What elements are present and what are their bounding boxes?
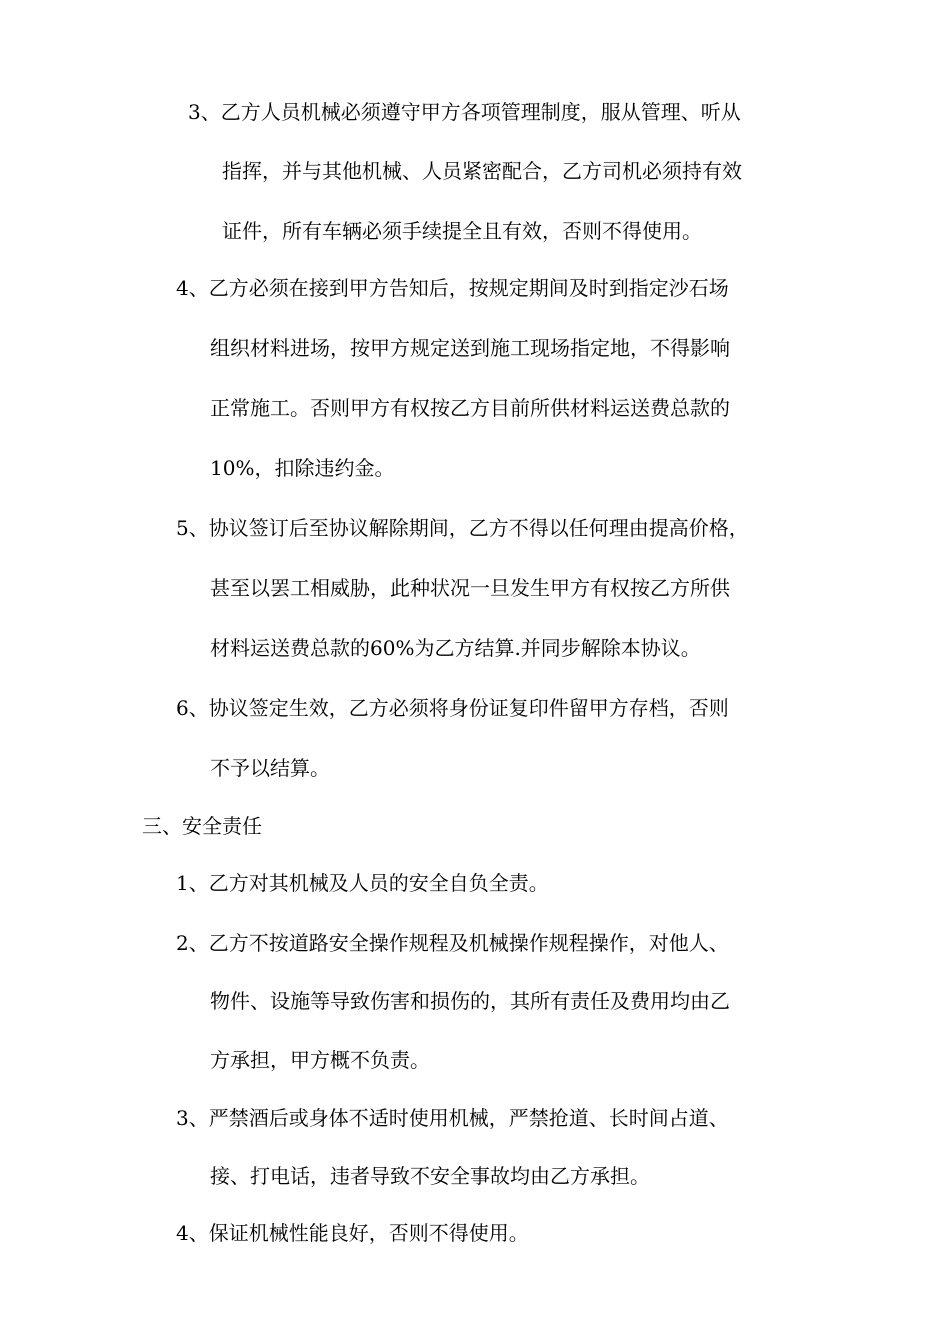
clause-3-line-2: 指挥，并与其他机械、人员紧密配合，乙方司机必须持有效 <box>222 159 742 183</box>
clause-3-line-1: 3、乙方人员机械必须遵守甲方各项管理制度，服从管理、听从 <box>188 100 741 124</box>
clause-3-line-3: 证件，所有车辆必须手续提全且有效，否则不得使用。 <box>222 219 702 243</box>
safety-clause-1: 1、乙方对其机械及人员的安全自负全责。 <box>176 871 549 895</box>
safety-clause-3-line-2: 接、打电话，违者导致不安全事故均由乙方承担。 <box>210 1164 650 1188</box>
clause-6-line-1: 6、协议签定生效，乙方必须将身份证复印件留甲方存档，否则 <box>176 696 729 720</box>
safety-clause-2-line-3: 方承担，甲方概不负责。 <box>210 1048 430 1072</box>
clause-4-line-1: 4、乙方必须在接到甲方告知后，按规定期间及时到指定沙石场 <box>176 276 729 300</box>
safety-clause-4: 4、保证机械性能良好，否则不得使用。 <box>176 1221 529 1245</box>
clause-5-line-3: 材料运送费总款的60%为乙方结算.并同步解除本协议。 <box>210 636 701 660</box>
safety-clause-3-line-1: 3、严禁酒后或身体不适时使用机械，严禁抢道、长时间占道、 <box>176 1106 729 1130</box>
clause-4-line-4: 10%，扣除违约金。 <box>210 456 395 480</box>
clause-6-line-2: 不予以结算。 <box>210 756 330 780</box>
safety-clause-2-line-1: 2、乙方不按道路安全操作规程及机械操作规程操作，对他人、 <box>176 931 729 955</box>
clause-4-line-3: 正常施工。否则甲方有权按乙方目前所供材料运送费总款的 <box>210 396 730 420</box>
clause-5-line-2: 甚至以罢工相威胁，此种状况一旦发生甲方有权按乙方所供 <box>210 576 730 600</box>
section-heading-safety: 三、安全责任 <box>142 814 262 838</box>
clause-4-line-2: 组织材料进场，按甲方规定送到施工现场指定地，不得影响 <box>210 336 730 360</box>
clause-5-line-1: 5、协议签订后至协议解除期间，乙方不得以任何理由提高价格， <box>176 516 749 540</box>
safety-clause-2-line-2: 物件、设施等导致伤害和损伤的，其所有责任及费用均由乙 <box>210 989 730 1013</box>
